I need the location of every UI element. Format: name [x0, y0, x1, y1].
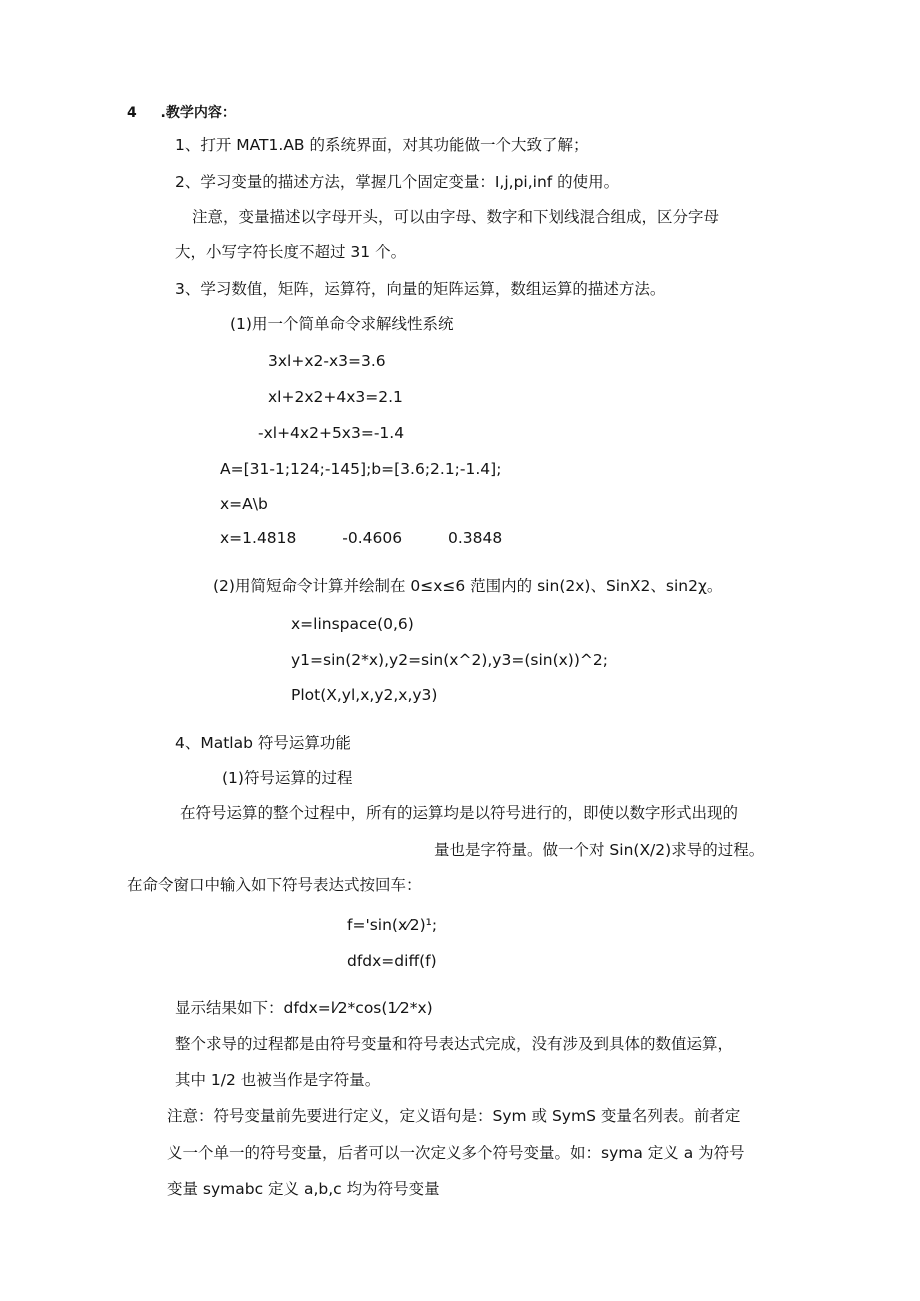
result-label: x=1.4818 — [220, 529, 297, 547]
item-1: 1、打开 MAT1.AB 的系统界面，对其功能做一个大致了解； — [175, 136, 589, 154]
note-1-line-2: 大，小写字符长度不超过 31 个。 — [175, 243, 407, 261]
result-display: 显示结果如下：dfdx=l⁄2*cos(1⁄2*x) — [175, 999, 433, 1017]
paragraph-2-line-2: 其中 1/2 也被当作是字符量。 — [175, 1071, 381, 1089]
result-value-3: 0.3848 — [447, 529, 503, 547]
code-linspace: x=linspace(0,6) — [291, 615, 414, 633]
item-2: 2、学习变量的描述方法，掌握几个固定变量：I,j,pi,inf 的使用。 — [175, 173, 620, 191]
note-2-line-3: 变量 symabc 定义 a,b,c 均为符号变量 — [167, 1180, 440, 1198]
code-dfdx: dfdx=diff(f) — [347, 952, 437, 970]
result-line — [220, 527, 502, 549]
paragraph-1-line-3: 在命令窗口中输入如下符号表达式按回车： — [127, 876, 422, 894]
note-2-line-2: 义一个单一的符号变量，后者可以一次定义多个符号变量。如：syma 定义 a 为符号 — [167, 1144, 745, 1162]
code-plot: Plot(X,yl,x,y2,x,y3) — [291, 686, 438, 704]
section-title: .教学内容： — [160, 105, 236, 121]
equation-2: xl+2x2+4x3=2.1 — [268, 388, 403, 406]
code-y: y1=sin(2*x),y2=sin(x^2),y3=(sin(x))^2; — [291, 651, 608, 669]
code-matrix-a: A=[31-1;124;-145];b=[3.6;2.1;-1.4]; — [220, 460, 502, 478]
note-2-line-1: 注意：符号变量前先要进行定义，定义语句是：Sym 或 SymS 变量名列表。前者定 — [167, 1107, 741, 1125]
result-value-2: -0.4606 — [342, 529, 403, 547]
subsection-2-title: (2)用简短命令计算并绘制在 0≤x≤6 范围内的 sin(2x)、SinX2、sin2χ。 — [213, 577, 723, 595]
subsection-1-title: (1)用一个简单命令求解线性系统 — [230, 315, 454, 333]
item-4: 4、Matlab 符号运算功能 — [175, 734, 351, 752]
note-1-line-1: 注意，变量描述以字母开头，可以由字母、数字和下划线混合组成，区分字母 — [192, 208, 720, 226]
subsection-4-1-title: (1)符号运算的过程 — [222, 769, 353, 787]
code-solve: x=A\b — [220, 495, 268, 513]
paragraph-1-line-1: 在符号运算的整个过程中，所有的运算均是以符号进行的，即使以数字形式出现的 — [180, 804, 739, 822]
section-number: 4 — [127, 105, 137, 121]
equation-3: -xl+4x2+5x3=-1.4 — [258, 424, 405, 442]
code-f: f='sin(x⁄2)¹; — [347, 916, 438, 934]
paragraph-2-line-1: 整个求导的过程都是由符号变量和符号表达式完成，没有涉及到具体的数值运算， — [175, 1035, 734, 1053]
paragraph-1-line-2: 量也是字符量。做一个对 Sin(X/2)求导的过程。 — [434, 841, 765, 859]
item-3: 3、学习数值，矩阵，运算符，向量的矩阵运算，数组运算的描述方法。 — [175, 280, 666, 298]
section-heading — [127, 102, 236, 124]
equation-1: 3xl+x2-x3=3.6 — [268, 352, 386, 370]
